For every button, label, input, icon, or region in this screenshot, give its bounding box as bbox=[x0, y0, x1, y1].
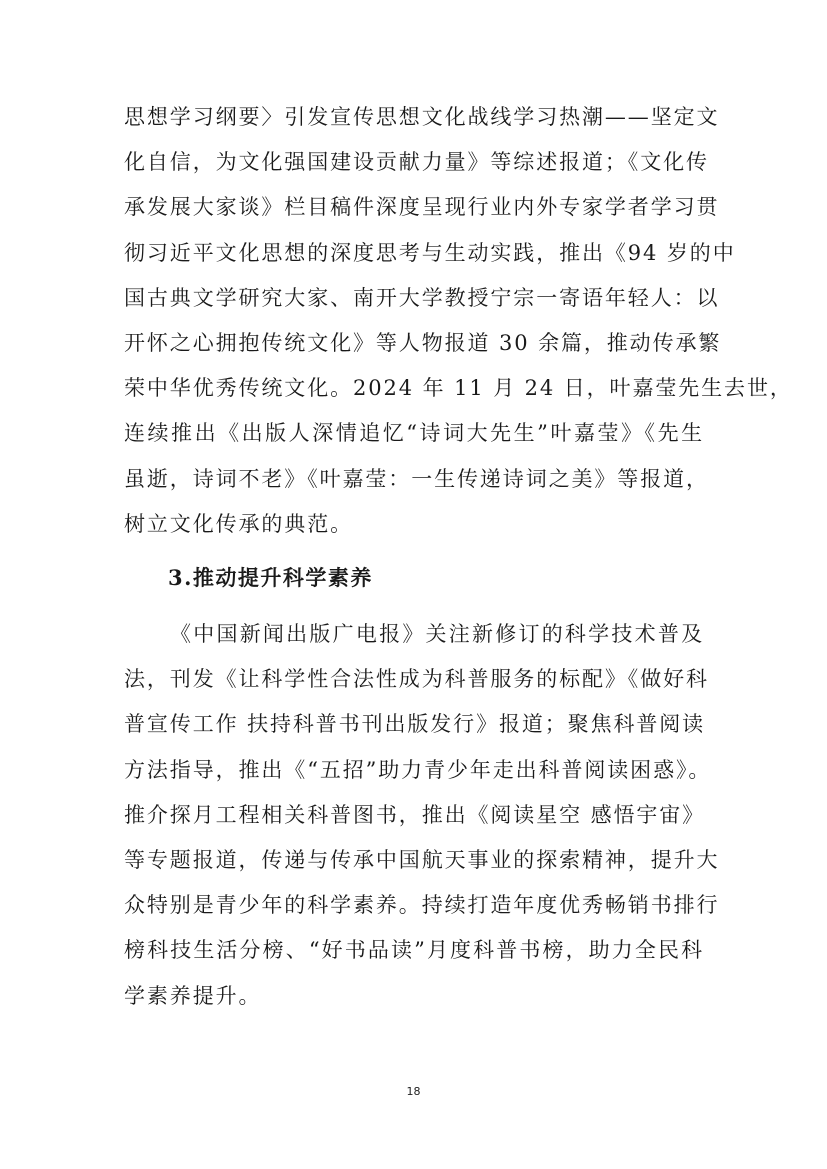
text-line: 方法指导，推出《“五招”助力青少年走出科普阅读困惑》。 bbox=[124, 757, 712, 782]
text-line: 《中国新闻出版广电报》关注新修订的科学技术普及 bbox=[170, 622, 704, 646]
text-line: 众特别是青少年的科学素养。持续打造年度优秀畅销书排行 bbox=[124, 893, 720, 918]
paragraph-science bbox=[124, 612, 720, 1019]
text-line: 连续推出《出版人深情追忆“诗词大先生”叶嘉莹》《先生 bbox=[124, 421, 704, 446]
text-line: 学素养提升。 bbox=[124, 983, 262, 1008]
page-number: 18 bbox=[406, 1085, 421, 1098]
text-line: 承发展大家谈》栏目稿件深度呈现行业内外专家学者学习贯 bbox=[124, 195, 720, 220]
text-line: 思想学习纲要〉引发宣传思想文化战线学习热潮——坚定文 bbox=[124, 105, 720, 129]
text-line: 榜科技生活分榜、“好书品读”月度科普书榜，助力全民科 bbox=[124, 938, 704, 963]
section-heading: 3.推动提升科学素养 bbox=[168, 565, 373, 590]
text-line: 国古典文学研究大家、南开大学教授宁宗一寄语年轻人：以 bbox=[124, 285, 720, 310]
text-line: 等专题报道，传递与传承中国航天事业的探索精神，提升大 bbox=[124, 847, 720, 872]
text-line: 普宣传工作 扶持科普书刊出版发行》报道；聚焦科普阅读 bbox=[124, 712, 706, 737]
text-line: 荣中华优秀传统文化。2024 年 11 月 24 日，叶嘉莹先生去世， bbox=[124, 376, 793, 401]
text-line: 树立文化传承的典范。 bbox=[124, 511, 353, 536]
text-line: 法，刊发《让科学性合法性成为科普服务的标配》《做好科 bbox=[124, 667, 709, 692]
paragraph-continued bbox=[124, 95, 793, 547]
text-line: 化自信，为文化强国建设贡献力量》等综述报道；《文化传 bbox=[124, 150, 709, 175]
text-line: 彻习近平文化思想的深度思考与生动实践，推出《94 岁的中 bbox=[124, 240, 736, 265]
text-line: 推介探月工程相关科普图书，推出《阅读星空 感悟宇宙》 bbox=[124, 802, 706, 827]
text-line: 开怀之心拥抱传统文化》等人物报道 30 余篇，推动传承繁 bbox=[124, 330, 722, 355]
text-line: 虽逝，诗词不老》《叶嘉莹：一生传递诗词之美》等报道， bbox=[124, 466, 709, 491]
